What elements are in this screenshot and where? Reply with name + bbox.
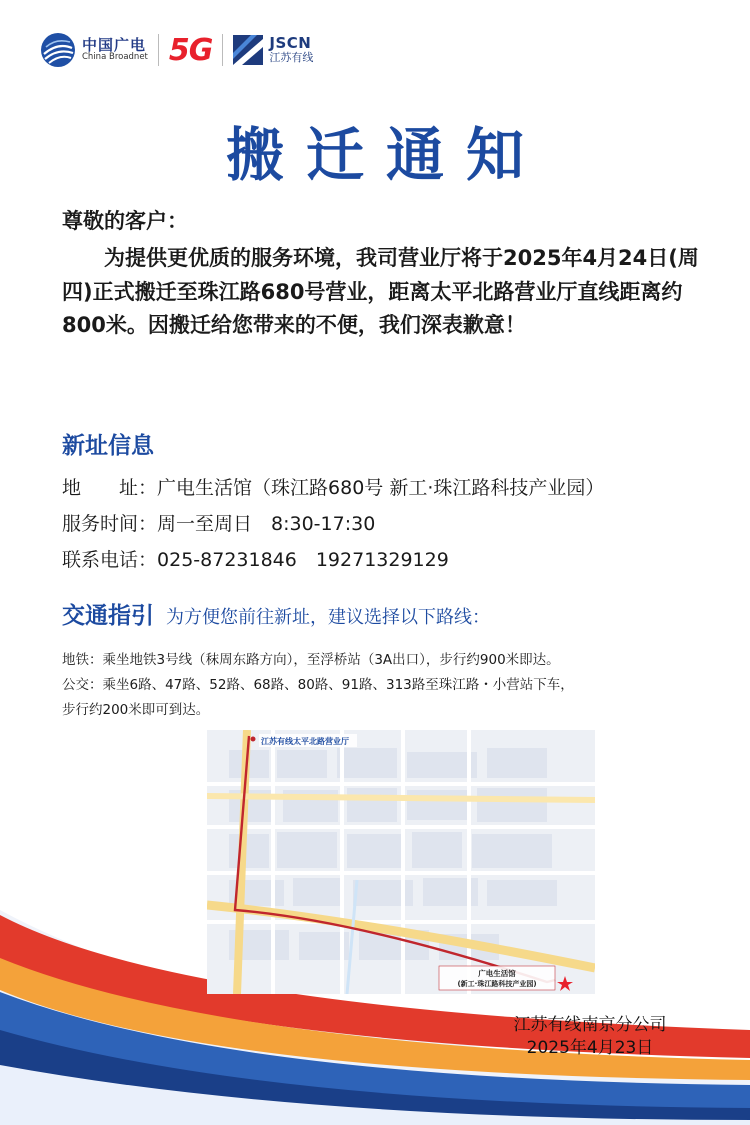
traffic-heading: 交通指引 [62, 603, 154, 629]
address-row [62, 470, 604, 506]
phone-label: 联系电话： [62, 549, 158, 571]
globe-icon [40, 32, 76, 68]
jscn-name-cn: 江苏有线 [269, 51, 314, 65]
map-origin-label: 江苏有线太平北路营业厅 [261, 737, 349, 746]
hours-label: 服务时间： [62, 513, 158, 535]
header-logos [40, 26, 313, 74]
phone-value: 025-87231846 19271329129 [157, 549, 449, 571]
jscn-mark-icon [233, 35, 263, 65]
metro-route: 地铁：乘坐地铁3号线（秣周东路方向），至浮桥站（3A出口），步行约900米即达。 [62, 652, 560, 668]
jscn-logo [233, 35, 313, 65]
notice-body [62, 204, 702, 343]
route-list [62, 648, 722, 723]
address-value: 广电生活馆（珠江路680号 新工·珠江路科技产业园） [157, 477, 605, 499]
logo-divider [222, 34, 223, 66]
bus-route-cont: 步行约200米即可到达。 [62, 702, 210, 718]
hours-row [62, 506, 604, 542]
bus-route: 公交：乘坐6路、47路、52路、68路、80路、91路、313路至珠江路・小营站下车， [62, 677, 574, 693]
signature-date: 2025年4月23日 [526, 1038, 654, 1058]
jscn-name-en: JSCN [269, 34, 312, 53]
map-canvas [207, 730, 595, 994]
map-dest-sublabel: (新工·珠江路科技产业园) [457, 980, 537, 988]
map-dest-label: 广电生活馆 [478, 969, 516, 978]
route-map [207, 730, 595, 994]
5g-logo [169, 33, 213, 68]
notice-paragraph: 为提供更优质的服务环境，我司营业厅将于2025年4月24日(周四)正式搬迁至珠江路680号营业，距离太平北路营业厅直线距离约800米。因搬迁给您带来的不便，我们深表歉意！ [62, 246, 699, 337]
address-label: 地 址： [62, 477, 158, 499]
logo-divider [158, 34, 159, 66]
traffic-heading-row [62, 597, 490, 630]
new-address-info [62, 470, 604, 578]
signature-org: 江苏有线南京分公司 [513, 1015, 667, 1035]
traffic-subtitle: 为方便您前往新址，建议选择以下路线： [166, 607, 490, 628]
phone-row [62, 542, 604, 578]
page-title: 搬迁通知 [225, 121, 546, 189]
new-address-heading: 新址信息 [62, 433, 154, 459]
cbn-name: 中国广电 [82, 35, 147, 54]
5g-text: 5G [168, 32, 213, 68]
hours-value: 周一至周日 8:30-17:30 [157, 513, 376, 535]
china-broadnet-logo [40, 32, 148, 68]
cbn-name-en: China Broadnet [82, 52, 148, 63]
signature [470, 1014, 710, 1060]
greeting: 尊敬的客户： [62, 209, 188, 233]
